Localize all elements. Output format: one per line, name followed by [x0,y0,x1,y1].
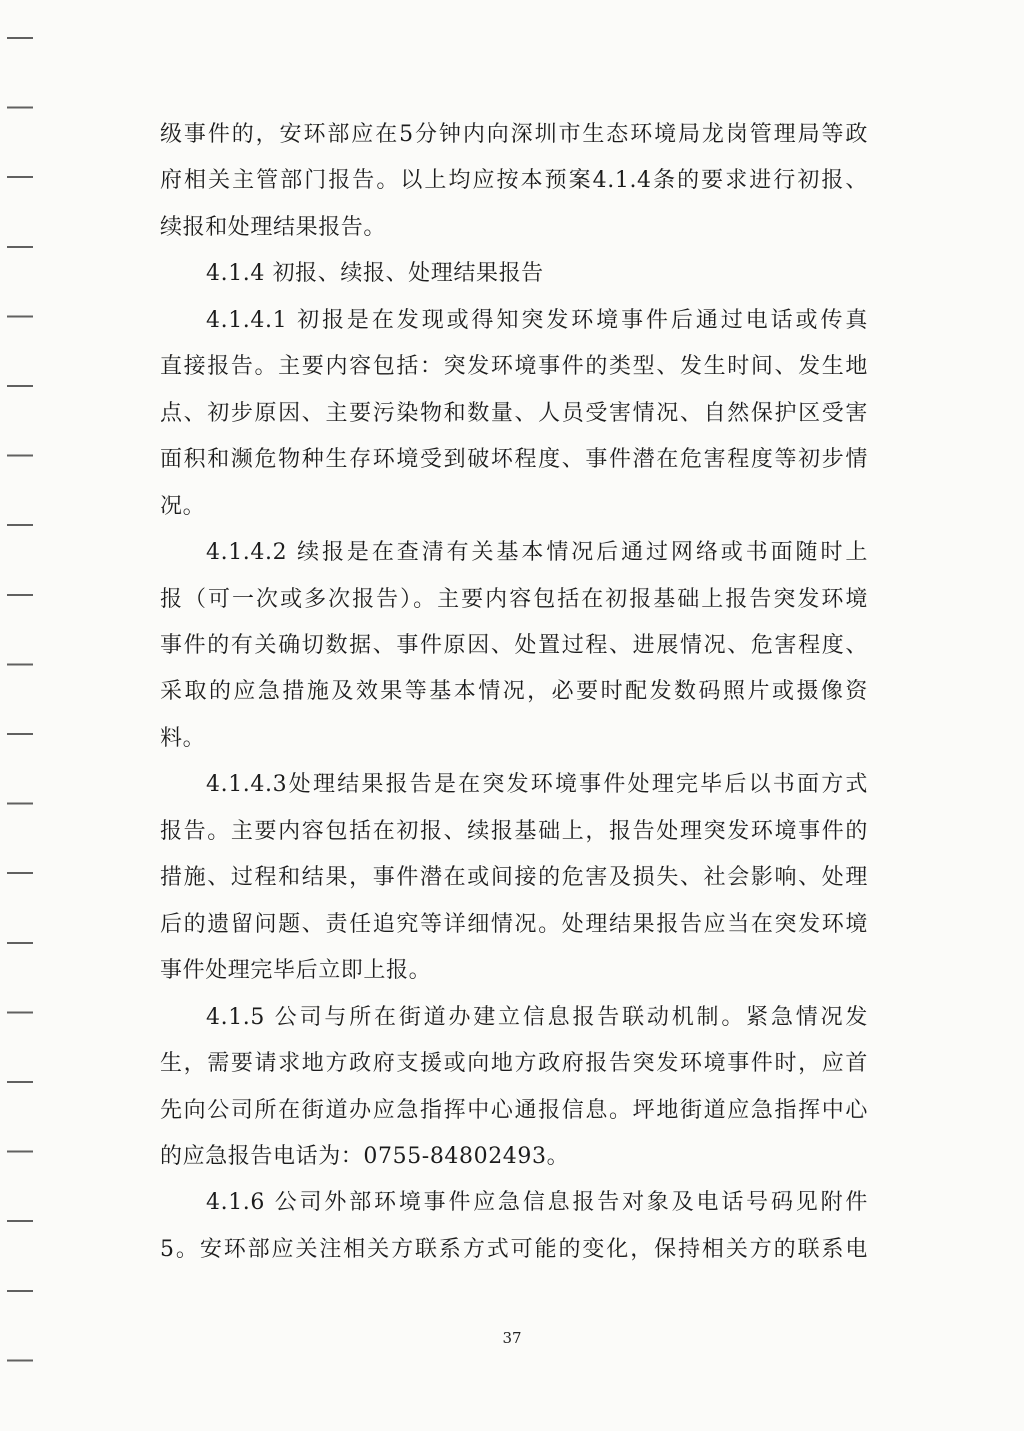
text-line: 的应急报告电话为：0755-84802493。 [160,1143,570,1169]
text-line: 报告。主要内容包括在初报、续报基础上，报告处理突发环境事件的 [160,818,868,844]
text-line: 后的遗留问题、责任追究等详细情况。处理结果报告应当在突发环境 [160,911,868,937]
text-line: 先向公司所在街道办应急指挥中心通报信息。坪地街道应急指挥中心 [160,1097,868,1123]
paragraph-4-1-4-3 [160,762,868,994]
text-line: 4.1.4.2 续报是在查清有关基本情况后通过网络或书面随时上 [206,540,868,566]
text-line: 续报和处理结果报告。 [160,214,387,240]
paragraph-4-1-6 [160,1180,868,1273]
section-heading-4-1-4 [160,251,868,297]
text-line: 4.1.4.1 初报是在发现或得知突发环境事件后通过电话或传真 [206,307,868,333]
text-line: 4.1.4.3处理结果报告是在突发环境事件处理完毕后以书面方式 [206,772,868,798]
text-line: 料。 [160,725,206,751]
text-line: 级事件的，安环部应在5分钟内向深圳市生态环境局龙岗管理局等政 [160,122,868,147]
text-line: 报（可一次或多次报告）。主要内容包括在初报基础上报告突发环境 [160,586,868,612]
page-number: 37 [502,1329,522,1347]
section-heading: 4.1.4 初报、续报、处理结果报告 [206,261,544,287]
text-line: 措施、过程和结果，事件潜在或间接的危害及损失、社会影响、处理 [160,865,868,891]
text-line: 生，需要请求地方政府支援或向地方政府报告突发环境事件时，应首 [160,1051,868,1077]
text-line: 事件的有关确切数据、事件原因、处置过程、进展情况、危害程度、 [160,632,868,658]
text-line: 4.1.5 公司与所在街道办建立信息报告联动机制。紧急情况发 [206,1004,868,1030]
text-line: 采取的应急措施及效果等基本情况，必要时配发数码照片或摄像资 [160,679,868,705]
paragraph-4-1-4-2 [160,530,868,762]
text-line: 面积和濒危物种生存环境受到破坏程度、事件潜在危害程度等初步情 [160,447,868,473]
text-line: 直接报告。主要内容包括：突发环境事件的类型、发生时间、发生地 [160,354,868,380]
binding-marks [7,37,33,1429]
paragraph-4-1-4-1 [160,298,868,530]
text-line: 府相关主管部门报告。以上均应按本预案4.1.4条的要求进行初报、 [160,168,868,194]
text-line: 点、初步原因、主要污染物和数量、人员受害情况、自然保护区受害 [160,400,868,426]
text-line: 5。安环部应关注相关方联系方式可能的变化，保持相关方的联系电 [160,1236,868,1262]
text-line: 事件处理完毕后立即上报。 [160,958,432,984]
text-line: 4.1.6 公司外部环境事件应急信息报告对象及电话号码见附件 [206,1190,868,1216]
paragraph-continued [160,112,868,251]
text-line: 况。 [160,493,206,519]
paragraph-4-1-5 [160,995,868,1181]
document-body [160,112,868,1273]
